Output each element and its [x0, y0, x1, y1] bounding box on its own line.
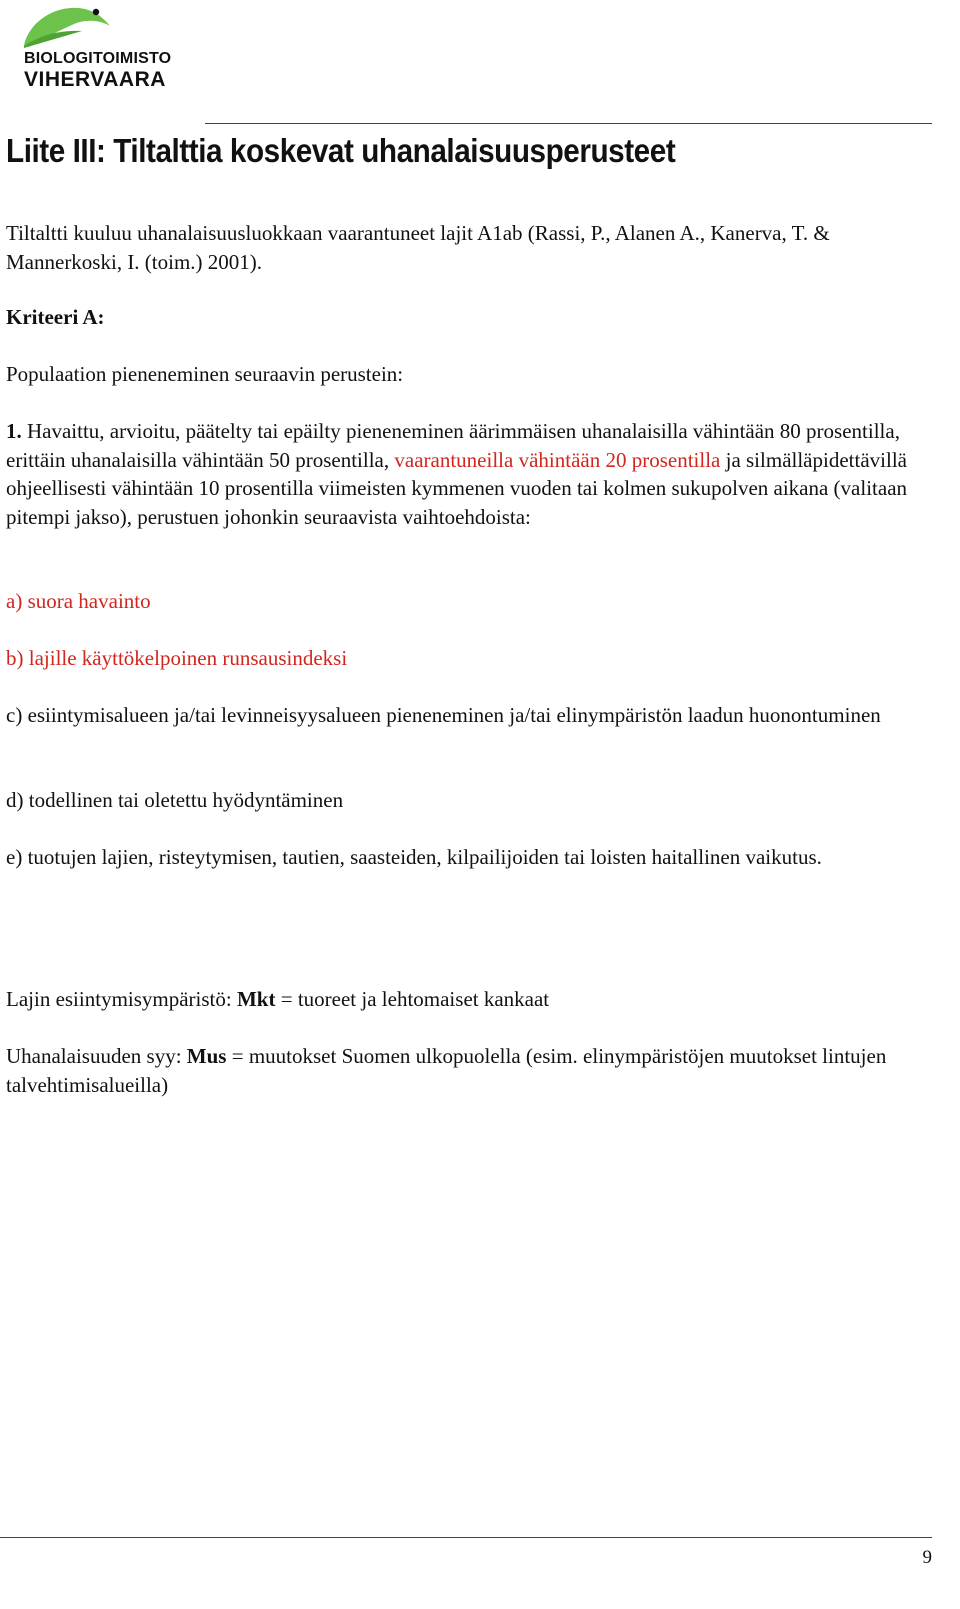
cause-line [6, 1042, 931, 1099]
criterion-heading: Kriteeri A: [6, 305, 105, 329]
point-1-text-a: Havaittu, arvioitu, päätelty tai epäilty pieneneminen äärimmäisen uhanalaisilla vähintään 80 prosentilla, erittäin uhanalaisilla vähintään 50 prosentilla, [6, 419, 900, 472]
habitat-line [6, 985, 931, 1014]
page-title: Liite III: Tiltalttia koskevat uhanalaisuusperusteet [6, 132, 676, 169]
logo-text-line2: VIHERVAARA [24, 68, 166, 91]
population-line: Populaation pieneneminen seuraavin perustein: [6, 362, 404, 386]
habitat-text: = tuoreet ja lehtomaiset kankaat [275, 987, 550, 1011]
habitat-code: Mkt [236, 987, 276, 1011]
option-c: c) esiintymisalueen ja/tai levinneisyysalueen pieneneminen ja/tai elinympäristön laadun huonontuminen [6, 703, 881, 727]
logo-text-line1: BIOLOGITOIMISTO [24, 50, 172, 67]
leaf-logo-icon [22, 4, 122, 54]
header-divider [205, 123, 932, 124]
cause-label: Uhanalaisuuden syy: [6, 1044, 187, 1068]
point-1-highlight: vaarantuneilla vähintään 20 prosentilla [394, 447, 721, 472]
point-1-text-b: ja silmälläpidettävillä ohjeellisesti vähintään 10 prosentilla viimeisten kymmenen vuoden tai kolmen sukupolven aikana (valitaan pitempi jakso), perustuen johonkin seuraavista vaihtoehdoista: [6, 447, 908, 529]
footer-divider [0, 1537, 932, 1538]
company-logo [22, 4, 172, 94]
point-1-paragraph [6, 417, 931, 531]
option-d: d) todellinen tai oletettu hyödyntäminen [6, 788, 344, 812]
option-a: a) suora havainto [6, 589, 151, 613]
cause-code: Mus [186, 1044, 227, 1068]
habitat-label: Lajin esiintymisympäristö: [6, 987, 237, 1011]
page-number: 9 [922, 1547, 932, 1568]
option-e: e) tuotujen lajien, risteytymisen, tautien, saasteiden, kilpailijoiden tai loisten haitallinen vaikutus. [6, 845, 822, 869]
point-number: 1. [6, 419, 22, 443]
intro-paragraph: Tiltaltti kuuluu uhanalaisuusluokkaan vaarantuneet lajit A1ab (Rassi, P., Alanen A., Kanerva, T. & Mannerkoski, I. (toim.) 2001). [6, 221, 830, 274]
cause-text: = muutokset Suomen ulkopuolella (esim. elinympäristöjen muutokset lintujen talvehtimisalueilla) [6, 1044, 887, 1097]
option-b: b) lajille käyttökelpoinen runsausindeksi [6, 646, 348, 670]
